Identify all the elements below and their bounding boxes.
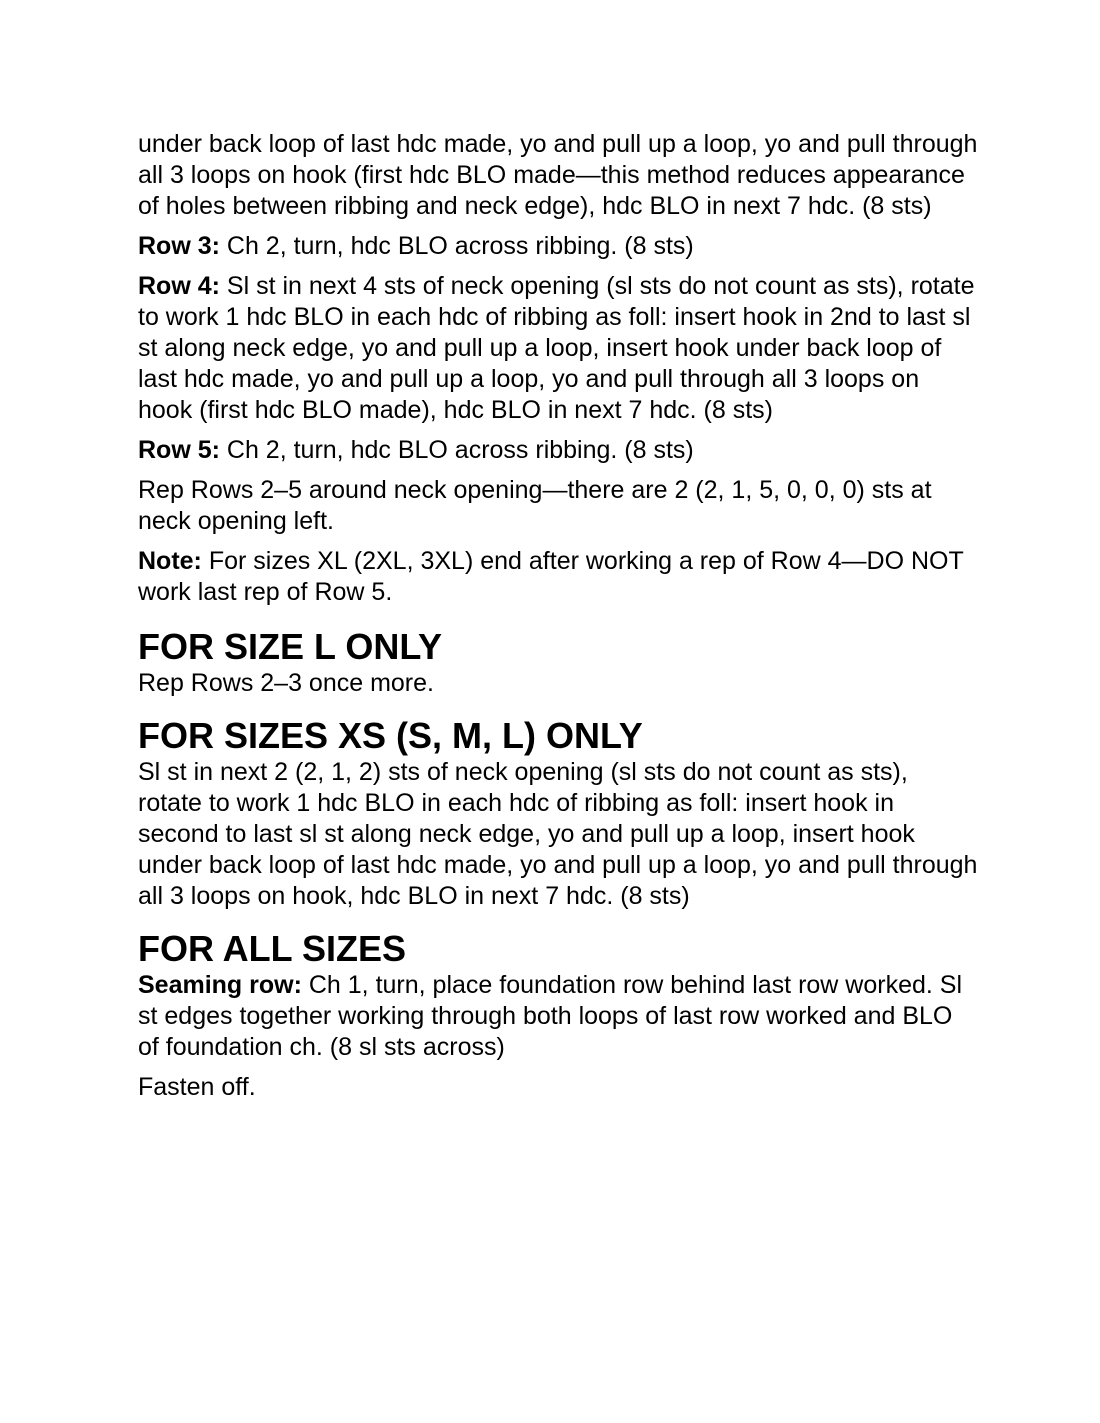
row-3-text: Ch 2, turn, hdc BLO across ribbing. (8 sts) xyxy=(219,232,694,260)
paragraph-row2-continuation: under back loop of last hdc made, yo and pull up a loop, yo and pull through all 3 loops on hook (first hdc BLO made—this method reduces appearance of holes between ribbing and neck edge), hdc BLO in next 7 hdc. (8 sts) xyxy=(138,130,978,220)
paragraph-seaming-row xyxy=(138,970,978,1063)
paragraph-fasten-off: Fasten off. xyxy=(138,1073,256,1101)
row-5-text: Ch 2, turn, hdc BLO across ribbing. (8 sts) xyxy=(219,436,694,464)
paragraph-row-4 xyxy=(138,271,978,426)
seaming-row-label: Seaming row: xyxy=(138,971,302,999)
paragraph-repeat: Rep Rows 2–5 around neck opening—there are 2 (2, 1, 5, 0, 0, 0) sts at neck opening left. xyxy=(138,476,932,535)
row-4-label: Row 4: xyxy=(138,272,220,300)
note-label: Note: xyxy=(138,547,202,575)
paragraph-size-l: Rep Rows 2–3 once more. xyxy=(138,669,434,697)
paragraph-note xyxy=(138,546,978,608)
paragraph-row-3 xyxy=(138,231,978,262)
seaming-row-text: Ch 1, turn, place foundation row behind last row worked. Sl st edges together working through both loops of last row worked and BLO of foundation ch. (8 sl sts across) xyxy=(138,971,963,1061)
note-text: For sizes XL (2XL, 3XL) end after working a rep of Row 4—DO NOT work last rep of Row 5. xyxy=(138,547,964,606)
heading-size-l: FOR SIZE L ONLY xyxy=(138,626,443,667)
heading-all-sizes: FOR ALL SIZES xyxy=(138,928,407,969)
row-4-text: Sl st in next 4 sts of neck opening (sl sts do not count as sts), rotate to work 1 hdc BLO in each hdc of ribbing as foll: insert hook in 2nd to last sl st along neck edge, yo and pull up a loop, insert hook under back loop of last hdc made, yo and pull up a loop, yo and pull through all 3 loops on hook (first hdc BLO made), hdc BLO in next 7 hdc. (8 sts) xyxy=(138,272,975,424)
heading-sizes-xs-s-m-l: FOR SIZES XS (S, M, L) ONLY xyxy=(138,715,643,756)
row-5-label: Row 5: xyxy=(138,436,220,464)
row-3-label: Row 3: xyxy=(138,232,220,260)
paragraph-sizes-xs-s-m-l: Sl st in next 2 (2, 1, 2) sts of neck opening (sl sts do not count as sts), rotate to work 1 hdc BLO in each hdc of ribbing as foll: insert hook in second to last sl st along neck edge, yo and pull up a loop, insert hook under back loop of last hdc made, yo and pull up a loop, yo and pull through all 3 loops on hook, hdc BLO in next 7 hdc. (8 sts) xyxy=(138,758,978,910)
paragraph-row-5 xyxy=(138,435,978,466)
document-page xyxy=(138,129,978,1103)
